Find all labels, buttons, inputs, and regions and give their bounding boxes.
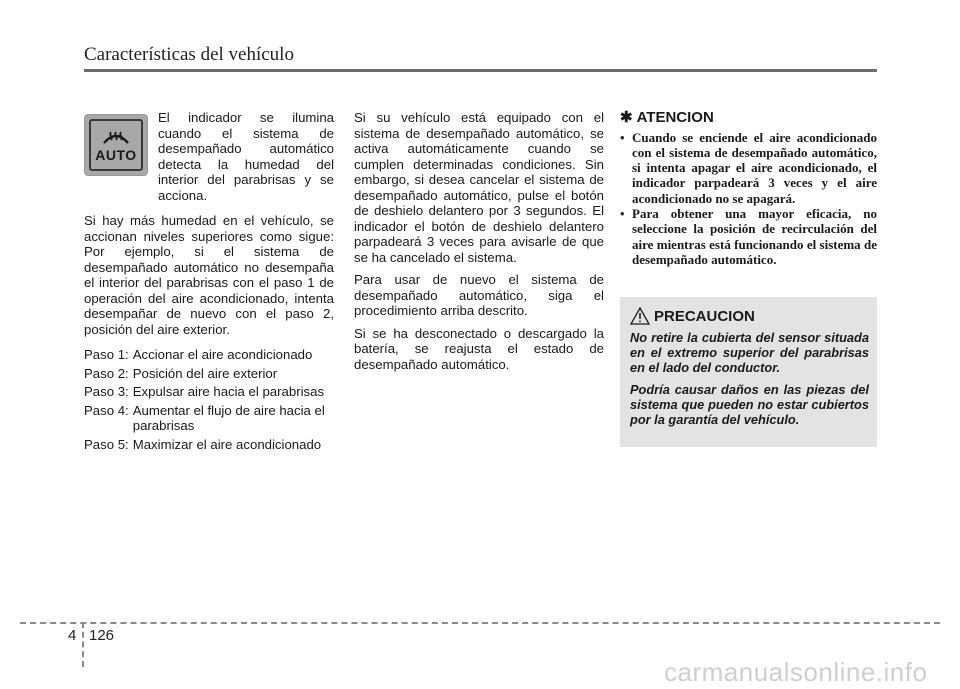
intro-text: El indicador se ilumina cuando el sistema de desempañado automático detecta la humedad del interior del parabrisas y se acciona. <box>158 110 334 203</box>
auto-defog-paragraph-2: Para usar de nuevo el sistema de desempañado automático, siga el procedimiento arriba descrito. <box>354 272 604 318</box>
footer-rule <box>20 622 940 624</box>
caution-box <box>620 297 877 447</box>
warning-triangle-icon <box>630 307 650 325</box>
auto-defog-paragraph-3: Si se ha desconectado o descargado la batería, se reajusta el estado de desempañado automático. <box>354 325 604 372</box>
page-header-title: Características del vehículo <box>84 44 294 65</box>
list-item: • Para obtener una mayor eficacia, no seleccione la posición de recirculación del aire mientras está funcionando el sistema de desempañado automático. <box>620 205 877 267</box>
attention-list <box>620 130 877 268</box>
list-item: Paso 3: Expulsar aire hacia el parabrisas <box>84 384 325 399</box>
footer-divider <box>82 622 84 667</box>
list-item: Paso 4: Aumentar el flujo de aire hacia el parabrisas <box>84 402 325 433</box>
column-1 <box>84 110 334 452</box>
list-item: • Cuando se enciende el aire acondicionado con el sistema de desempañado automático, si intenta apagar el aire acondicionado, el indicador parpadeará 3 veces y el aire acondicionado no se apagará. <box>620 129 877 206</box>
auto-defog-intro <box>84 110 334 203</box>
column-2 <box>354 110 604 379</box>
auto-defog-button-illustration <box>84 114 148 176</box>
asterisk-icon: ✱ <box>620 109 633 126</box>
humidity-paragraph: Si hay más humedad en el vehículo, se accionan niveles superiores como sigue: Por ejemplo, si el sistema de desempañado automático no desempaña el interior del parabrisas con el paso 1 de operación del aire acondicionado, intenta desempañar de nuevo con el paso 2, posición del aire exterior. <box>84 213 334 337</box>
steps-list <box>84 347 334 452</box>
column-3 <box>620 110 877 267</box>
auto-defog-paragraph-1: Si su vehículo está equipado con el sistema de desempañado automático, se activa automáticamente cuando se cumplen determinadas condiciones. Sin embargo, si desea cancelar el sistema de desempañado automático, pulse el botón de deshielo delantero por 3 segundos. El indicador el botón de deshielo delantero parpadeará 3 veces para avisarle de que se ha cancelado el sistema. <box>354 110 604 265</box>
page-number: 126 <box>89 627 115 644</box>
list-item: Paso 1: Accionar el aire acondicionado <box>84 347 313 362</box>
watermark: carmanualsonline.info <box>664 657 928 687</box>
list-item: Paso 2: Posición del aire exterior <box>84 365 278 381</box>
caution-text-2: Podría causar daños en las piezas del sistema que pueden no estar cubiertos por la garantía del vehículo. <box>630 381 869 428</box>
header-rule <box>84 69 877 72</box>
caution-text-1: No retire la cubierta del sensor situada en el extremo superior del parabrisas en el lado del conductor. <box>630 330 869 376</box>
attention-heading: ✱ ATENCION <box>620 109 714 126</box>
section-number: 4 <box>68 627 77 644</box>
list-item: Paso 5: Maximizar el aire acondicionado <box>84 436 322 452</box>
caution-heading: PRECAUCION <box>630 307 869 325</box>
auto-label: AUTO <box>95 147 137 163</box>
windshield-defrost-icon <box>101 126 131 146</box>
